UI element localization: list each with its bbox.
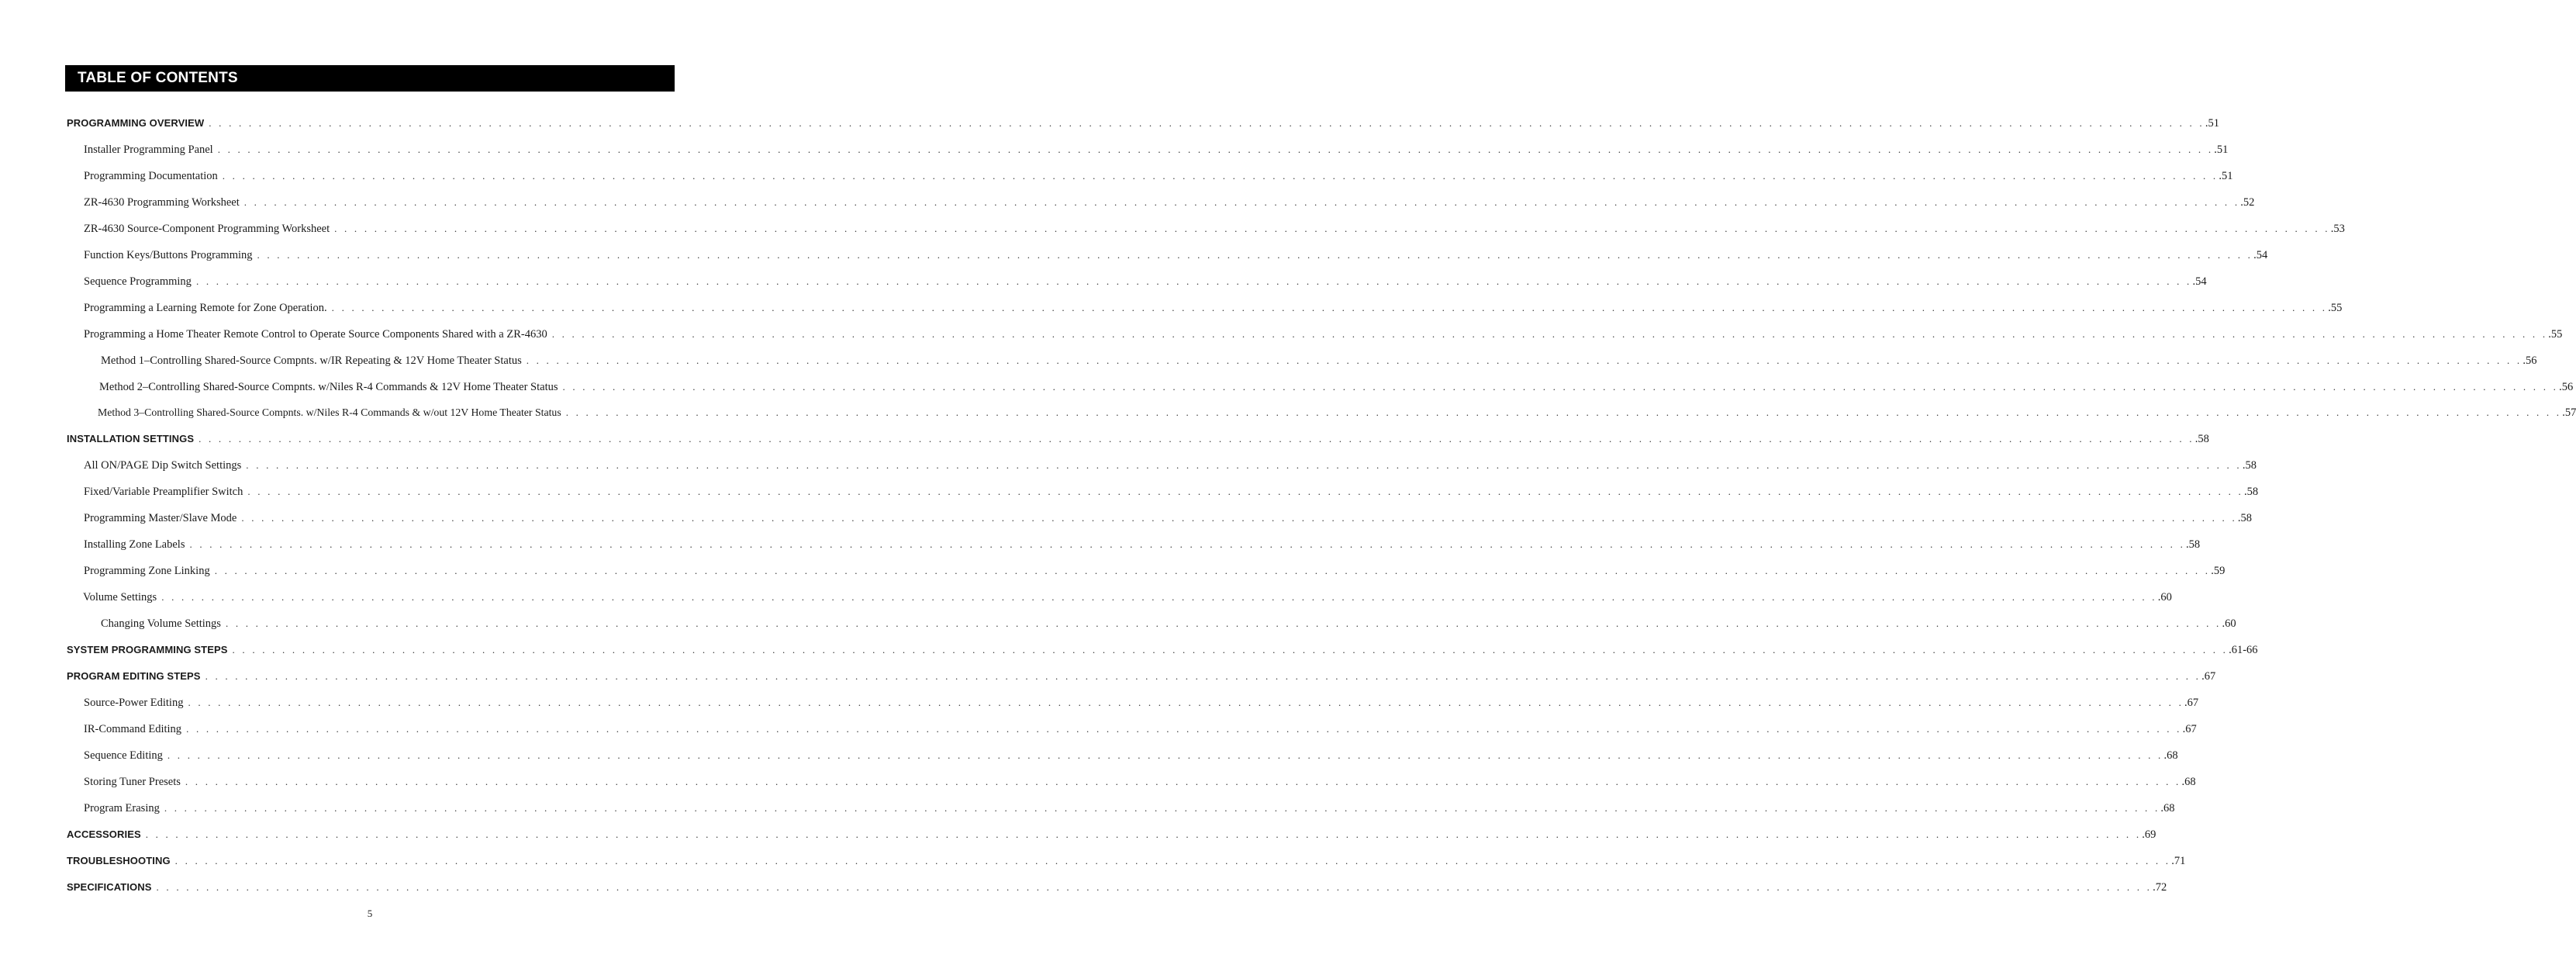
toc-entry-label: PROGRAM EDITING STEPS xyxy=(67,670,201,682)
toc-entry-label: SPECIFICATIONS xyxy=(67,881,152,893)
page-title: TABLE OF CONTENTS xyxy=(78,70,238,86)
toc-entry xyxy=(84,484,2259,500)
toc-dot-leader: . . . . . . . . . . . . . . . . . . . . . . . . . . . . . . . . . . . . . . . . . . . . . . . . . . . . . . . . . . . . . . . . . . . . . . . . . . . . . . . . . . . . . . . . . . . . . . . . . . . . . . . . . . . . . . . . . . . . . . . . . . . . . . . . . . . . . . . . . . . . . . . . . . . . . . . . . . . . . . . . . . . . . . . . . . . . . . . . . . . . . . . . . . . . . . . . . . . . . . . . xyxy=(164,802,2160,814)
toc-entry-page: .53 xyxy=(2330,223,2345,235)
toc-entry xyxy=(67,431,2209,447)
toc-dot-leader: . . . . . . . . . . . . . . . . . . . . . . . . . . . . . . . . . . . . . . . . . . . . . . . . . . . . . . . . . . . . . . . . . . . . . . . . . . . . . . . . . . . . . . . . . . . . . . . . . . . . . . . . . . . . . . . . . . . . . . . . . . . . . . . . . . . . . . . . . . . . . . . . . . . . . . . . . . . . . . . . . . . . . . . . . . . . . . . . . . . . . . . . . . . . . . . . . . . . . . . . xyxy=(217,144,2214,155)
toc-entry-page: .58 xyxy=(2242,459,2257,472)
toc-dot-leader: . . . . . . . . . . . . . . . . . . . . . . . . . . . . . . . . . . . . . . . . . . . . . . . . . . . . . . . . . . . . . . . . . . . . . . . . . . . . . . . . . . . . . . . . . . . . . . . . . . . . . . . . . . . . . . . . . . . . . . . . . . . . . . . . . . . . . . . . . . . . . . . . . . . . . . . . . . . . . . . . . . . . . . . . . . . . . . . . . . . . . . . . . . . . . . . . . . . . . . . . xyxy=(222,170,2219,182)
toc-entry-page: .52 xyxy=(2240,196,2255,209)
toc-entry-label: Programming a Home Theater Remote Control to Operate Source Components Shared with a ZR-4630 xyxy=(84,328,547,341)
toc-entry xyxy=(67,827,2156,842)
toc-entry-page: .58 xyxy=(2237,512,2253,524)
toc-entry xyxy=(84,274,2207,289)
toc-dot-leader: . . . . . . . . . . . . . . . . . . . . . . . . . . . . . . . . . . . . . . . . . . . . . . . . . . . . . . . . . . . . . . . . . . . . . . . . . . . . . . . . . . . . . . . . . . . . . . . . . . . . . . . . . . . . . . . . . . . . . . . . . . . . . . . . . . . . . . . . . . . . . . . . . . . . . . . . . . . . . . . . . . . . . . . . . . . . . . . . . . . . . . . . . . . . . . . . . . . . . . . . xyxy=(562,381,2559,393)
toc-dot-leader: . . . . . . . . . . . . . . . . . . . . . . . . . . . . . . . . . . . . . . . . . . . . . . . . . . . . . . . . . . . . . . . . . . . . . . . . . . . . . . . . . . . . . . . . . . . . . . . . . . . . . . . . . . . . . . . . . . . . . . . . . . . . . . . . . . . . . . . . . . . . . . . . . . . . . . . . . . . . . . . . . . . . . . . . . . . . . . . . . . . . . . . . . . . . . . . . . . . . . . . . xyxy=(156,881,2153,893)
toc-entry-label: Programming Zone Linking xyxy=(84,565,210,577)
toc-entry-label: Method 2–Controlling Shared-Source Compnts. w/Niles R-4 Commands & 12V Home Theater Status xyxy=(99,381,558,393)
toc-dot-leader: . . . . . . . . . . . . . . . . . . . . . . . . . . . . . . . . . . . . . . . . . . . . . . . . . . . . . . . . . . . . . . . . . . . . . . . . . . . . . . . . . . . . . . . . . . . . . . . . . . . . . . . . . . . . . . . . . . . . . . . . . . . . . . . . . . . . . . . . . . . . . . . . . . . . . . . . . . . . . . . . . . . . . . . . . . . . . . . . . . . . . . . . . . . . . . . . . . . . . . . . xyxy=(551,328,2548,340)
toc-entry xyxy=(67,853,2186,869)
toc-entry-label: Method 3–Controlling Shared-Source Compnts. w/Niles R-4 Commands & w/out 12V Home Theater Status xyxy=(98,406,561,418)
toc-entry-page: .68 xyxy=(2160,802,2175,814)
toc-entry-page: .67 xyxy=(2184,697,2199,709)
toc-entry xyxy=(84,510,2253,526)
toc-entry-page: .51 xyxy=(2219,170,2233,182)
toc-dot-leader: . . . . . . . . . . . . . . . . . . . . . . . . . . . . . . . . . . . . . . . . . . . . . . . . . . . . . . . . . . . . . . . . . . . . . . . . . . . . . . . . . . . . . . . . . . . . . . . . . . . . . . . . . . . . . . . . . . . . . . . . . . . . . . . . . . . . . . . . . . . . . . . . . . . . . . . . . . . . . . . . . . . . . . . . . . . . . . . . . . . . . . . . . . . . . . . . . . . . . . . . xyxy=(199,433,2194,444)
toc-entry-label: Storing Tuner Presets xyxy=(84,776,181,788)
toc-entry xyxy=(84,327,2563,342)
toc-entry-label: Sequence Programming xyxy=(84,275,192,288)
toc-dot-leader: . . . . . . . . . . . . . . . . . . . . . . . . . . . . . . . . . . . . . . . . . . . . . . . . . . . . . . . . . . . . . . . . . . . . . . . . . . . . . . . . . . . . . . . . . . . . . . . . . . . . . . . . . . . . . . . . . . . . . . . . . . . . . . . . . . . . . . . . . . . . . . . . . . . . . . . . . . . . . . . . . . . . . . . . . . . . . . . . . . . . . . . . . . . . . . . . . . . . . . . . xyxy=(243,196,2240,208)
toc-entry xyxy=(84,748,2178,763)
toc-dot-leader: . . . . . . . . . . . . . . . . . . . . . . . . . . . . . . . . . . . . . . . . . . . . . . . . . . . . . . . . . . . . . . . . . . . . . . . . . . . . . . . . . . . . . . . . . . . . . . . . . . . . . . . . . . . . . . . . . . . . . . . . . . . . . . . . . . . . . . . . . . . . . . . . . . . . . . . . . . . . . . . . . . . . . . . . . . . . . . . . . . . . . . . . . . . . . . . . . . . . . . . . xyxy=(209,117,2205,129)
toc-entry-page: .58 xyxy=(2186,538,2201,551)
toc-entry xyxy=(99,379,2574,395)
toc-entry xyxy=(101,616,2236,631)
toc-entry xyxy=(83,590,2172,605)
toc-dot-leader: . . . . . . . . . . . . . . . . . . . . . . . . . . . . . . . . . . . . . . . . . . . . . . . . . . . . . . . . . . . . . . . . . . . . . . . . . . . . . . . . . . . . . . . . . . . . . . . . . . . . . . . . . . . . . . . . . . . . . . . . . . . . . . . . . . . . . . . . . . . . . . . . . . . . . . . . . . . . . . . . . . . . . . . . . . . . . . . . . . . . . . . . . . . . . . . . . . . . . . . . xyxy=(195,275,2192,287)
toc-entry-page: .58 xyxy=(2194,433,2209,445)
toc-entry-page: .60 xyxy=(2157,591,2172,604)
toc-entry-label: Method 1–Controlling Shared-Source Compnts. w/IR Repeating & 12V Home Theater Status xyxy=(101,354,522,367)
toc-entry-label: Volume Settings xyxy=(83,591,157,604)
toc-dot-leader: . . . . . . . . . . . . . . . . . . . . . . . . . . . . . . . . . . . . . . . . . . . . . . . . . . . . . . . . . . . . . . . . . . . . . . . . . . . . . . . . . . . . . . . . . . . . . . . . . . . . . . . . . . . . . . . . . . . . . . . . . . . . . . . . . . . . . . . . . . . . . . . . . . . . . . . . . . . . . . . . . . . . . . . . . . . . . . . . . . . . . . . . . . . . . . . . . . . . . . . . xyxy=(205,670,2201,682)
toc-dot-leader: . . . . . . . . . . . . . . . . . . . . . . . . . . . . . . . . . . . . . . . . . . . . . . . . . . . . . . . . . . . . . . . . . . . . . . . . . . . . . . . . . . . . . . . . . . . . . . . . . . . . . . . . . . . . . . . . . . . . . . . . . . . . . . . . . . . . . . . . . . . . . . . . . . . . . . . . . . . . . . . . . . . . . . . . . . . . . . . . . . . . . . . . . . . . . . . . . . . . . . . . xyxy=(334,223,2330,234)
toc-entry xyxy=(84,695,2199,711)
toc-entry-page: .61-66 xyxy=(2229,644,2258,656)
toc-entry-label: Function Keys/Buttons Programming xyxy=(84,249,253,261)
toc-entry-page: .54 xyxy=(2253,249,2268,261)
toc-entry-label: Installing Zone Labels xyxy=(84,538,185,551)
toc-dot-leader: . . . . . . . . . . . . . . . . . . . . . . . . . . . . . . . . . . . . . . . . . . . . . . . . . . . . . . . . . . . . . . . . . . . . . . . . . . . . . . . . . . . . . . . . . . . . . . . . . . . . . . . . . . . . . . . . . . . . . . . . . . . . . . . . . . . . . . . . . . . . . . . . . . . . . . . . . . . . . . . . . . . . . . . . . . . . . . . . . . . . . . . . . . . . . . . . . . . . . . . . xyxy=(225,617,2222,629)
toc-entry-page: .54 xyxy=(2192,275,2207,288)
toc-entry-label: TROUBLESHOOTING xyxy=(67,855,171,866)
toc-entry-page: .67 xyxy=(2201,670,2216,683)
toc-dot-leader: . . . . . . . . . . . . . . . . . . . . . . . . . . . . . . . . . . . . . . . . . . . . . . . . . . . . . . . . . . . . . . . . . . . . . . . . . . . . . . . . . . . . . . . . . . . . . . . . . . . . . . . . . . . . . . . . . . . . . . . . . . . . . . . . . . . . . . . . . . . . . . . . . . . . . . . . . . . . . . . . . . . . . . . . . . . . . . . . . . . . . . . . . . . . . . . . . . . . . . . . xyxy=(232,644,2229,655)
toc-entry xyxy=(84,563,2226,579)
toc-entry xyxy=(84,168,2233,184)
toc-dot-leader: . . . . . . . . . . . . . . . . . . . . . . . . . . . . . . . . . . . . . . . . . . . . . . . . . . . . . . . . . . . . . . . . . . . . . . . . . . . . . . . . . . . . . . . . . . . . . . . . . . . . . . . . . . . . . . . . . . . . . . . . . . . . . . . . . . . . . . . . . . . . . . . . . . . . . . . . . . . . . . . . . . . . . . . . . . . . . . . . . . . . . . . . . . . . . . . . . . . . . . . . xyxy=(257,249,2253,261)
toc-entry-page: .71 xyxy=(2171,855,2186,867)
toc-entry-page: .56 xyxy=(2522,354,2537,367)
toc-entry xyxy=(84,801,2175,816)
toc-entry-label: Installer Programming Panel xyxy=(84,144,213,156)
toc-dot-leader: . . . . . . . . . . . . . . . . . . . . . . . . . . . . . . . . . . . . . . . . . . . . . . . . . . . . . . . . . . . . . . . . . . . . . . . . . . . . . . . . . . . . . . . . . . . . . . . . . . . . . . . . . . . . . . . . . . . . . . . . . . . . . . . . . . . . . . . . . . . . . . . . . . . . . . . . . . . . . . . . . . . . . . . . . . . . . . . . . . . . . . . . . . . . . . . . . . . . . . . . xyxy=(526,354,2522,366)
toc-entry-page: .60 xyxy=(2222,617,2236,630)
toc-entry xyxy=(67,642,2258,658)
toc-entry xyxy=(84,721,2197,737)
toc-entry-page: .56 xyxy=(2559,381,2574,393)
toc-entry-label: Sequence Editing xyxy=(84,749,163,762)
toc-dot-leader: . . . . . . . . . . . . . . . . . . . . . . . . . . . . . . . . . . . . . . . . . . . . . . . . . . . . . . . . . . . . . . . . . . . . . . . . . . . . . . . . . . . . . . . . . . . . . . . . . . . . . . . . . . . . . . . . . . . . . . . . . . . . . . . . . . . . . . . . . . . . . . . . . . . . . . . . . . . . . . . . . . . . . . . . . . . . . . . . . . . . . . . . . . . . . . . . . . . . . . . . xyxy=(174,855,2171,866)
toc-entry-label: PROGRAMMING OVERVIEW xyxy=(67,117,205,129)
toc-dot-leader: . . . . . . . . . . . . . . . . . . . . . . . . . . . . . . . . . . . . . . . . . . . . . . . . . . . . . . . . . . . . . . . . . . . . . . . . . . . . . . . . . . . . . . . . . . . . . . . . . . . . . . . . . . . . . . . . . . . . . . . . . . . . . . . . . . . . . . . . . . . . . . . . . . . . . . . . . . . . . . . . . . . . . . . . . . . . . . . . . . . . . . . . . . . . . . . . . . . . . . . . xyxy=(145,828,2142,840)
toc-entry-page: .59 xyxy=(2211,565,2226,577)
toc-dot-leader: . . . . . . . . . . . . . . . . . . . . . . . . . . . . . . . . . . . . . . . . . . . . . . . . . . . . . . . . . . . . . . . . . . . . . . . . . . . . . . . . . . . . . . . . . . . . . . . . . . . . . . . . . . . . . . . . . . . . . . . . . . . . . . . . . . . . . . . . . . . . . . . . . . . . . . . . . . . . . . . . . . . . . . . . . . . . . . . . . . . . . . . . . . . . . . . . . . . . . . . . xyxy=(241,512,2237,524)
toc-entry-page: .69 xyxy=(2142,828,2156,841)
toc-dot-leader: . . . . . . . . . . . . . . . . . . . . . . . . . . . . . . . . . . . . . . . . . . . . . . . . . . . . . . . . . . . . . . . . . . . . . . . . . . . . . . . . . . . . . . . . . . . . . . . . . . . . . . . . . . . . . . . . . . . . . . . . . . . . . . . . . . . . . . . . . . . . . . . . . . . . . . . . . . . . . . . . . . . . . . . . . . . . . . . . . . . . . . . . . . . . . . . . . . . . . . . . xyxy=(188,697,2184,708)
toc-dot-leader: . . . . . . . . . . . . . . . . . . . . . . . . . . . . . . . . . . . . . . . . . . . . . . . . . . . . . . . . . . . . . . . . . . . . . . . . . . . . . . . . . . . . . . . . . . . . . . . . . . . . . . . . . . . . . . . . . . . . . . . . . . . . . . . . . . . . . . . . . . . . . . . . . . . . . . . . . . . . . . . . . . . . . . . . . . . . . . . . . . . . . . . . . . . . . . . . . . . . . . . . xyxy=(167,749,2163,761)
toc-entry xyxy=(67,116,2219,131)
toc-dot-leader: . . . . . . . . . . . . . . . . . . . . . . . . . . . . . . . . . . . . . . . . . . . . . . . . . . . . . . . . . . . . . . . . . . . . . . . . . . . . . . . . . . . . . . . . . . . . . . . . . . . . . . . . . . . . . . . . . . . . . . . . . . . . . . . . . . . . . . . . . . . . . . . . . . . . . . . . . . . . . . . . . . . . . . . . . . . . . . . . . . . . . . . . . . . . . . . . . . . . . . . . xyxy=(565,406,2562,418)
toc-dot-leader: . . . . . . . . . . . . . . . . . . . . . . . . . . . . . . . . . . . . . . . . . . . . . . . . . . . . . . . . . . . . . . . . . . . . . . . . . . . . . . . . . . . . . . . . . . . . . . . . . . . . . . . . . . . . . . . . . . . . . . . . . . . . . . . . . . . . . . . . . . . . . . . . . . . . . . . . . . . . . . . . . . . . . . . . . . . . . . . . . . . . . . . . . . . . . . . . . . . . . . . . xyxy=(331,302,2328,313)
toc-entry xyxy=(84,774,2196,790)
page-number: 5 xyxy=(367,908,373,919)
toc-entry-page: .55 xyxy=(2548,328,2563,341)
toc-entry-label: Programming Documentation xyxy=(84,170,218,182)
toc-entry-page: .72 xyxy=(2153,881,2167,894)
toc-entry-page: .68 xyxy=(2163,749,2178,762)
toc-entry-label: Programming Master/Slave Mode xyxy=(84,512,237,524)
toc-dot-leader: . . . . . . . . . . . . . . . . . . . . . . . . . . . . . . . . . . . . . . . . . . . . . . . . . . . . . . . . . . . . . . . . . . . . . . . . . . . . . . . . . . . . . . . . . . . . . . . . . . . . . . . . . . . . . . . . . . . . . . . . . . . . . . . . . . . . . . . . . . . . . . . . . . . . . . . . . . . . . . . . . . . . . . . . . . . . . . . . . . . . . . . . . . . . . . . . . . . . . . . . xyxy=(185,776,2181,787)
toc-dot-leader: . . . . . . . . . . . . . . . . . . . . . . . . . . . . . . . . . . . . . . . . . . . . . . . . . . . . . . . . . . . . . . . . . . . . . . . . . . . . . . . . . . . . . . . . . . . . . . . . . . . . . . . . . . . . . . . . . . . . . . . . . . . . . . . . . . . . . . . . . . . . . . . . . . . . . . . . . . . . . . . . . . . . . . . . . . . . . . . . . . . . . . . . . . . . . . . . . . . . . . . . xyxy=(186,723,2182,735)
toc-entry-label: ZR-4630 Programming Worksheet xyxy=(84,196,240,209)
toc-entry-page: .67 xyxy=(2182,723,2197,735)
toc-entry-page: .68 xyxy=(2181,776,2196,788)
toc-entry-page: .51 xyxy=(2214,144,2229,156)
toc-entry xyxy=(84,142,2229,157)
toc-entry-label: SYSTEM PROGRAMMING STEPS xyxy=(67,644,228,655)
toc-entry-label: ZR-4630 Source-Component Programming Worksheet xyxy=(84,223,330,235)
toc-entry-label: IR-Command Editing xyxy=(84,723,182,735)
toc-entry xyxy=(67,669,2216,684)
toc-entry xyxy=(84,300,2343,316)
toc-entry xyxy=(84,221,2345,237)
toc-entry-page: .58 xyxy=(2243,486,2259,498)
toc-entry-label: Changing Volume Settings xyxy=(101,617,221,630)
toc-entry-label: All ON/PAGE Dip Switch Settings xyxy=(84,459,242,472)
toc-entry xyxy=(101,353,2537,368)
toc-dot-leader: . . . . . . . . . . . . . . . . . . . . . . . . . . . . . . . . . . . . . . . . . . . . . . . . . . . . . . . . . . . . . . . . . . . . . . . . . . . . . . . . . . . . . . . . . . . . . . . . . . . . . . . . . . . . . . . . . . . . . . . . . . . . . . . . . . . . . . . . . . . . . . . . . . . . . . . . . . . . . . . . . . . . . . . . . . . . . . . . . . . . . . . . . . . . . . . . . . . . . . . . xyxy=(247,486,2243,497)
toc-entry xyxy=(84,458,2257,473)
toc-entry-label: Programming a Learning Remote for Zone Operation. xyxy=(84,302,327,314)
toc-entry-label: Program Erasing xyxy=(84,802,160,814)
toc-entry-label: ACCESSORIES xyxy=(67,828,141,840)
toc-entry xyxy=(84,247,2268,263)
toc-entry xyxy=(98,405,2576,420)
toc-entry-page: .55 xyxy=(2328,302,2343,314)
toc-entry-page: .57 xyxy=(2562,406,2576,419)
toc-entry xyxy=(84,537,2201,552)
toc-entry-page: .51 xyxy=(2205,117,2219,130)
toc-entry-label: INSTALLATION SETTINGS xyxy=(67,433,195,444)
toc-dot-leader: . . . . . . . . . . . . . . . . . . . . . . . . . . . . . . . . . . . . . . . . . . . . . . . . . . . . . . . . . . . . . . . . . . . . . . . . . . . . . . . . . . . . . . . . . . . . . . . . . . . . . . . . . . . . . . . . . . . . . . . . . . . . . . . . . . . . . . . . . . . . . . . . . . . . . . . . . . . . . . . . . . . . . . . . . . . . . . . . . . . . . . . . . . . . . . . . . . . . . . . . xyxy=(161,591,2157,603)
toc-dot-leader: . . . . . . . . . . . . . . . . . . . . . . . . . . . . . . . . . . . . . . . . . . . . . . . . . . . . . . . . . . . . . . . . . . . . . . . . . . . . . . . . . . . . . . . . . . . . . . . . . . . . . . . . . . . . . . . . . . . . . . . . . . . . . . . . . . . . . . . . . . . . . . . . . . . . . . . . . . . . . . . . . . . . . . . . . . . . . . . . . . . . . . . . . . . . . . . . . . . . . . . . xyxy=(214,565,2211,576)
toc-entry xyxy=(67,880,2167,895)
toc-dot-leader: . . . . . . . . . . . . . . . . . . . . . . . . . . . . . . . . . . . . . . . . . . . . . . . . . . . . . . . . . . . . . . . . . . . . . . . . . . . . . . . . . . . . . . . . . . . . . . . . . . . . . . . . . . . . . . . . . . . . . . . . . . . . . . . . . . . . . . . . . . . . . . . . . . . . . . . . . . . . . . . . . . . . . . . . . . . . . . . . . . . . . . . . . . . . . . . . . . . . . . . . xyxy=(189,538,2186,550)
toc-entry xyxy=(84,195,2255,210)
toc-dot-leader: . . . . . . . . . . . . . . . . . . . . . . . . . . . . . . . . . . . . . . . . . . . . . . . . . . . . . . . . . . . . . . . . . . . . . . . . . . . . . . . . . . . . . . . . . . . . . . . . . . . . . . . . . . . . . . . . . . . . . . . . . . . . . . . . . . . . . . . . . . . . . . . . . . . . . . . . . . . . . . . . . . . . . . . . . . . . . . . . . . . . . . . . . . . . . . . . . . . . . . . . xyxy=(246,459,2242,471)
toc-entry-label: Source-Power Editing xyxy=(84,697,184,709)
toc-entry-label: Fixed/Variable Preamplifier Switch xyxy=(84,486,243,498)
